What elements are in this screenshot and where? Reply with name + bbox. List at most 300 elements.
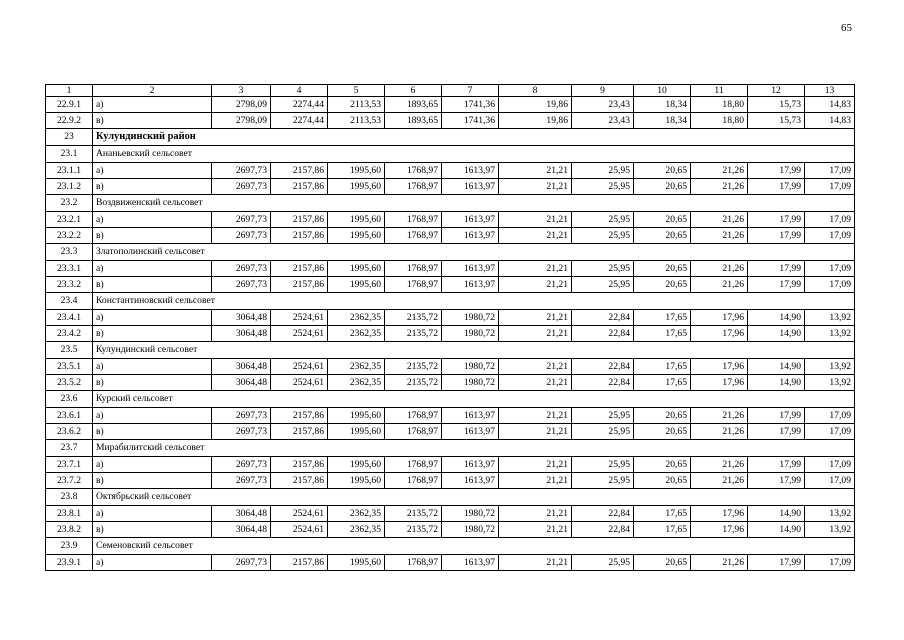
value-cell: 1995,60: [328, 179, 385, 195]
council-name: Кулундинский сельсовет: [93, 342, 855, 359]
tariff-table: [45, 84, 855, 571]
value-cell: 17,99: [748, 228, 805, 244]
value-cell: 17,09: [805, 228, 855, 244]
value-cell: 21,21: [499, 228, 572, 244]
table-row: [46, 408, 855, 424]
row-label: а): [93, 457, 212, 473]
value-cell: 20,65: [634, 228, 691, 244]
row-code: 23.5.2: [46, 375, 93, 391]
value-cell: 1980,72: [442, 375, 499, 391]
value-cell: 19,86: [499, 97, 572, 113]
value-cell: 1995,60: [328, 163, 385, 179]
value-cell: 2135,72: [385, 506, 442, 522]
value-cell: 25,95: [572, 163, 634, 179]
row-code: 23.7.1: [46, 457, 93, 473]
table-row: [46, 375, 855, 391]
column-number-header: 12: [748, 85, 805, 97]
value-cell: 17,99: [748, 179, 805, 195]
value-cell: 2798,09: [212, 97, 271, 113]
value-cell: 1980,72: [442, 359, 499, 375]
value-cell: 1893,65: [385, 97, 442, 113]
value-cell: 2135,72: [385, 359, 442, 375]
row-label: а): [93, 310, 212, 326]
value-cell: 2524,61: [271, 522, 328, 538]
table-row: [46, 326, 855, 342]
value-cell: 2524,61: [271, 326, 328, 342]
value-cell: 22,84: [572, 375, 634, 391]
row-label: а): [93, 359, 212, 375]
row-label: а): [93, 163, 212, 179]
column-number-header: 4: [271, 85, 328, 97]
value-cell: 1768,97: [385, 277, 442, 293]
row-code: 23.3.2: [46, 277, 93, 293]
value-cell: 1980,72: [442, 522, 499, 538]
value-cell: 17,65: [634, 522, 691, 538]
value-cell: 2697,73: [212, 261, 271, 277]
value-cell: 2157,86: [271, 424, 328, 440]
row-label: в): [93, 424, 212, 440]
value-cell: 17,96: [691, 310, 748, 326]
value-cell: 14,90: [748, 310, 805, 326]
value-cell: 25,95: [572, 457, 634, 473]
value-cell: 2157,86: [271, 212, 328, 228]
value-cell: 20,65: [634, 179, 691, 195]
value-cell: 2524,61: [271, 506, 328, 522]
value-cell: 2697,73: [212, 179, 271, 195]
value-cell: 2157,86: [271, 408, 328, 424]
table-row: [46, 555, 855, 571]
value-cell: 14,83: [805, 113, 855, 129]
value-cell: 17,65: [634, 506, 691, 522]
value-cell: 17,96: [691, 359, 748, 375]
value-cell: 18,80: [691, 113, 748, 129]
row-code: 23.4.1: [46, 310, 93, 326]
value-cell: 19,86: [499, 113, 572, 129]
value-cell: 17,09: [805, 424, 855, 440]
value-cell: 3064,48: [212, 506, 271, 522]
council-name: Златополинский сельсовет: [93, 244, 855, 261]
value-cell: 2524,61: [271, 310, 328, 326]
value-cell: 2798,09: [212, 113, 271, 129]
value-cell: 1613,97: [442, 473, 499, 489]
value-cell: 1768,97: [385, 408, 442, 424]
value-cell: 15,73: [748, 113, 805, 129]
section-row: [46, 391, 855, 408]
value-cell: 20,65: [634, 473, 691, 489]
row-label: в): [93, 473, 212, 489]
row-label: в): [93, 277, 212, 293]
value-cell: 2135,72: [385, 326, 442, 342]
value-cell: 20,65: [634, 408, 691, 424]
value-cell: 20,65: [634, 212, 691, 228]
value-cell: 21,26: [691, 179, 748, 195]
value-cell: 1768,97: [385, 212, 442, 228]
value-cell: 21,21: [499, 555, 572, 571]
value-cell: 2113,53: [328, 113, 385, 129]
value-cell: 14,90: [748, 522, 805, 538]
row-code: 22.9.1: [46, 97, 93, 113]
table-row: [46, 424, 855, 440]
row-code: 23: [46, 129, 93, 146]
value-cell: 1613,97: [442, 408, 499, 424]
value-cell: 1768,97: [385, 457, 442, 473]
value-cell: 1768,97: [385, 424, 442, 440]
section-row: [46, 146, 855, 163]
row-label: в): [93, 522, 212, 538]
value-cell: 1893,65: [385, 113, 442, 129]
value-cell: 1980,72: [442, 326, 499, 342]
row-code: 23.3.1: [46, 261, 93, 277]
value-cell: 21,21: [499, 424, 572, 440]
value-cell: 3064,48: [212, 310, 271, 326]
section-row: [46, 129, 855, 146]
value-cell: 13,92: [805, 326, 855, 342]
value-cell: 21,21: [499, 212, 572, 228]
value-cell: 2135,72: [385, 375, 442, 391]
row-code: 23.5.1: [46, 359, 93, 375]
value-cell: 1613,97: [442, 179, 499, 195]
value-cell: 2157,86: [271, 277, 328, 293]
column-number-header: 7: [442, 85, 499, 97]
value-cell: 21,26: [691, 473, 748, 489]
value-cell: 2697,73: [212, 277, 271, 293]
value-cell: 13,92: [805, 310, 855, 326]
row-code: 23.7.2: [46, 473, 93, 489]
value-cell: 1980,72: [442, 506, 499, 522]
value-cell: 2697,73: [212, 408, 271, 424]
value-cell: 2697,73: [212, 163, 271, 179]
table-row: [46, 97, 855, 113]
table-body: [46, 85, 855, 571]
value-cell: 1768,97: [385, 261, 442, 277]
value-cell: 21,26: [691, 228, 748, 244]
district-name: Кулундинский район: [93, 129, 855, 146]
value-cell: 2157,86: [271, 179, 328, 195]
value-cell: 17,99: [748, 408, 805, 424]
value-cell: 2274,44: [271, 113, 328, 129]
value-cell: 22,84: [572, 506, 634, 522]
value-cell: 21,21: [499, 277, 572, 293]
value-cell: 13,92: [805, 359, 855, 375]
value-cell: 14,90: [748, 506, 805, 522]
column-number-header: 8: [499, 85, 572, 97]
table-row: [46, 522, 855, 538]
value-cell: 2274,44: [271, 97, 328, 113]
value-cell: 17,09: [805, 277, 855, 293]
row-code: 23.9.1: [46, 555, 93, 571]
value-cell: 21,21: [499, 457, 572, 473]
value-cell: 25,95: [572, 555, 634, 571]
value-cell: 17,96: [691, 506, 748, 522]
value-cell: 2697,73: [212, 212, 271, 228]
value-cell: 21,21: [499, 506, 572, 522]
value-cell: 17,99: [748, 212, 805, 228]
value-cell: 3064,48: [212, 326, 271, 342]
value-cell: 13,92: [805, 506, 855, 522]
value-cell: 25,95: [572, 228, 634, 244]
value-cell: 2113,53: [328, 97, 385, 113]
value-cell: 17,99: [748, 163, 805, 179]
value-cell: 21,26: [691, 277, 748, 293]
value-cell: 17,65: [634, 310, 691, 326]
value-cell: 25,95: [572, 424, 634, 440]
value-cell: 21,21: [499, 473, 572, 489]
value-cell: 17,09: [805, 163, 855, 179]
council-name: Курский сельсовет: [93, 391, 855, 408]
value-cell: 25,95: [572, 212, 634, 228]
row-label: а): [93, 506, 212, 522]
value-cell: 1768,97: [385, 179, 442, 195]
column-number-row: [46, 85, 855, 97]
row-code: 23.7: [46, 440, 93, 457]
value-cell: 1613,97: [442, 163, 499, 179]
value-cell: 17,65: [634, 375, 691, 391]
value-cell: 1741,36: [442, 113, 499, 129]
value-cell: 21,21: [499, 163, 572, 179]
row-code: 23.8.1: [46, 506, 93, 522]
column-number-header: 3: [212, 85, 271, 97]
value-cell: 2362,35: [328, 506, 385, 522]
value-cell: 21,21: [499, 408, 572, 424]
row-code: 23.9: [46, 538, 93, 555]
value-cell: 17,09: [805, 473, 855, 489]
value-cell: 1995,60: [328, 228, 385, 244]
row-code: 23.2.1: [46, 212, 93, 228]
value-cell: 1995,60: [328, 424, 385, 440]
value-cell: 1995,60: [328, 457, 385, 473]
value-cell: 25,95: [572, 408, 634, 424]
value-cell: 17,65: [634, 359, 691, 375]
value-cell: 1980,72: [442, 310, 499, 326]
table-row: [46, 113, 855, 129]
value-cell: 1768,97: [385, 555, 442, 571]
value-cell: 2362,35: [328, 359, 385, 375]
value-cell: 1613,97: [442, 212, 499, 228]
column-number-header: 9: [572, 85, 634, 97]
page-number: 65: [841, 22, 852, 34]
row-label: в): [93, 375, 212, 391]
value-cell: 21,21: [499, 522, 572, 538]
value-cell: 21,26: [691, 408, 748, 424]
value-cell: 22,84: [572, 359, 634, 375]
value-cell: 25,95: [572, 261, 634, 277]
section-row: [46, 538, 855, 555]
value-cell: 14,83: [805, 97, 855, 113]
value-cell: 17,65: [634, 326, 691, 342]
value-cell: 23,43: [572, 97, 634, 113]
council-name: Семеновский сельсовет: [93, 538, 855, 555]
value-cell: 17,99: [748, 457, 805, 473]
value-cell: 1995,60: [328, 277, 385, 293]
value-cell: 17,99: [748, 277, 805, 293]
value-cell: 25,95: [572, 473, 634, 489]
value-cell: 22,84: [572, 326, 634, 342]
value-cell: 2135,72: [385, 522, 442, 538]
column-number-header: 5: [328, 85, 385, 97]
value-cell: 1768,97: [385, 473, 442, 489]
value-cell: 1768,97: [385, 228, 442, 244]
value-cell: 13,92: [805, 375, 855, 391]
council-name: Мирабилитский сельсовет: [93, 440, 855, 457]
value-cell: 18,34: [634, 97, 691, 113]
value-cell: 17,96: [691, 522, 748, 538]
row-code: 23.5: [46, 342, 93, 359]
value-cell: 1995,60: [328, 555, 385, 571]
value-cell: 22,84: [572, 522, 634, 538]
value-cell: 20,65: [634, 261, 691, 277]
row-code: 23.4: [46, 293, 93, 310]
value-cell: 2524,61: [271, 359, 328, 375]
value-cell: 3064,48: [212, 522, 271, 538]
table-row: [46, 359, 855, 375]
value-cell: 21,26: [691, 212, 748, 228]
value-cell: 3064,48: [212, 359, 271, 375]
value-cell: 21,26: [691, 424, 748, 440]
section-row: [46, 440, 855, 457]
row-label: в): [93, 326, 212, 342]
table-row: [46, 473, 855, 489]
value-cell: 17,09: [805, 457, 855, 473]
value-cell: 20,65: [634, 555, 691, 571]
table-row: [46, 277, 855, 293]
section-row: [46, 342, 855, 359]
column-number-header: 11: [691, 85, 748, 97]
row-label: а): [93, 97, 212, 113]
table-row: [46, 163, 855, 179]
row-code: 23.6: [46, 391, 93, 408]
value-cell: 1995,60: [328, 212, 385, 228]
value-cell: 2697,73: [212, 228, 271, 244]
value-cell: 17,09: [805, 261, 855, 277]
value-cell: 20,65: [634, 457, 691, 473]
section-row: [46, 244, 855, 261]
value-cell: 17,09: [805, 212, 855, 228]
value-cell: 25,95: [572, 179, 634, 195]
column-number-header: 2: [93, 85, 212, 97]
value-cell: 17,99: [748, 473, 805, 489]
value-cell: 21,21: [499, 326, 572, 342]
value-cell: 21,26: [691, 457, 748, 473]
value-cell: 14,90: [748, 326, 805, 342]
row-code: 23.6.1: [46, 408, 93, 424]
value-cell: 1613,97: [442, 555, 499, 571]
council-name: Константиновский сельсовет: [93, 293, 855, 310]
row-label: в): [93, 228, 212, 244]
row-label: а): [93, 408, 212, 424]
value-cell: 17,09: [805, 179, 855, 195]
value-cell: 23,43: [572, 113, 634, 129]
table-row: [46, 212, 855, 228]
value-cell: 21,21: [499, 375, 572, 391]
column-number-header: 13: [805, 85, 855, 97]
table-row: [46, 310, 855, 326]
row-label: а): [93, 555, 212, 571]
value-cell: 17,09: [805, 408, 855, 424]
value-cell: 21,21: [499, 261, 572, 277]
table-row: [46, 457, 855, 473]
value-cell: 22,84: [572, 310, 634, 326]
section-row: [46, 195, 855, 212]
row-label: а): [93, 261, 212, 277]
value-cell: 18,80: [691, 97, 748, 113]
value-cell: 20,65: [634, 163, 691, 179]
value-cell: 1768,97: [385, 163, 442, 179]
value-cell: 1613,97: [442, 277, 499, 293]
value-cell: 2157,86: [271, 228, 328, 244]
value-cell: 21,21: [499, 359, 572, 375]
value-cell: 2157,86: [271, 261, 328, 277]
value-cell: 17,96: [691, 326, 748, 342]
value-cell: 17,09: [805, 555, 855, 571]
value-cell: 3064,48: [212, 375, 271, 391]
table-row: [46, 506, 855, 522]
value-cell: 21,21: [499, 179, 572, 195]
row-code: 23.8: [46, 489, 93, 506]
row-code: 23.2: [46, 195, 93, 212]
row-code: 22.9.2: [46, 113, 93, 129]
value-cell: 15,73: [748, 97, 805, 113]
value-cell: 1995,60: [328, 261, 385, 277]
table-row: [46, 261, 855, 277]
value-cell: 2362,35: [328, 522, 385, 538]
table-row: [46, 179, 855, 195]
value-cell: 1613,97: [442, 261, 499, 277]
value-cell: 20,65: [634, 424, 691, 440]
value-cell: 17,99: [748, 261, 805, 277]
row-code: 23.4.2: [46, 326, 93, 342]
council-name: Воздвиженский сельсовет: [93, 195, 855, 212]
value-cell: 20,65: [634, 277, 691, 293]
value-cell: 17,99: [748, 555, 805, 571]
row-label: а): [93, 212, 212, 228]
value-cell: 2157,86: [271, 163, 328, 179]
value-cell: 13,92: [805, 522, 855, 538]
council-name: Октябрьский сельсовет: [93, 489, 855, 506]
row-code: 23.8.2: [46, 522, 93, 538]
value-cell: 14,90: [748, 375, 805, 391]
value-cell: 21,26: [691, 163, 748, 179]
value-cell: 1995,60: [328, 473, 385, 489]
value-cell: 2697,73: [212, 473, 271, 489]
row-code: 23.1.2: [46, 179, 93, 195]
council-name: Ананьевский сельсовет: [93, 146, 855, 163]
row-label: в): [93, 113, 212, 129]
value-cell: 2524,61: [271, 375, 328, 391]
value-cell: 25,95: [572, 277, 634, 293]
column-number-header: 1: [46, 85, 93, 97]
value-cell: 2135,72: [385, 310, 442, 326]
value-cell: 1995,60: [328, 408, 385, 424]
row-code: 23.1: [46, 146, 93, 163]
row-code: 23.3: [46, 244, 93, 261]
value-cell: 14,90: [748, 359, 805, 375]
row-code: 23.6.2: [46, 424, 93, 440]
value-cell: 2362,35: [328, 326, 385, 342]
value-cell: 2697,73: [212, 424, 271, 440]
value-cell: 1613,97: [442, 424, 499, 440]
column-number-header: 6: [385, 85, 442, 97]
row-label: в): [93, 179, 212, 195]
row-code: 23.2.2: [46, 228, 93, 244]
value-cell: 17,96: [691, 375, 748, 391]
value-cell: 2697,73: [212, 555, 271, 571]
value-cell: 17,99: [748, 424, 805, 440]
value-cell: 2157,86: [271, 555, 328, 571]
value-cell: 21,21: [499, 310, 572, 326]
table-row: [46, 228, 855, 244]
value-cell: 2157,86: [271, 457, 328, 473]
section-row: [46, 489, 855, 506]
